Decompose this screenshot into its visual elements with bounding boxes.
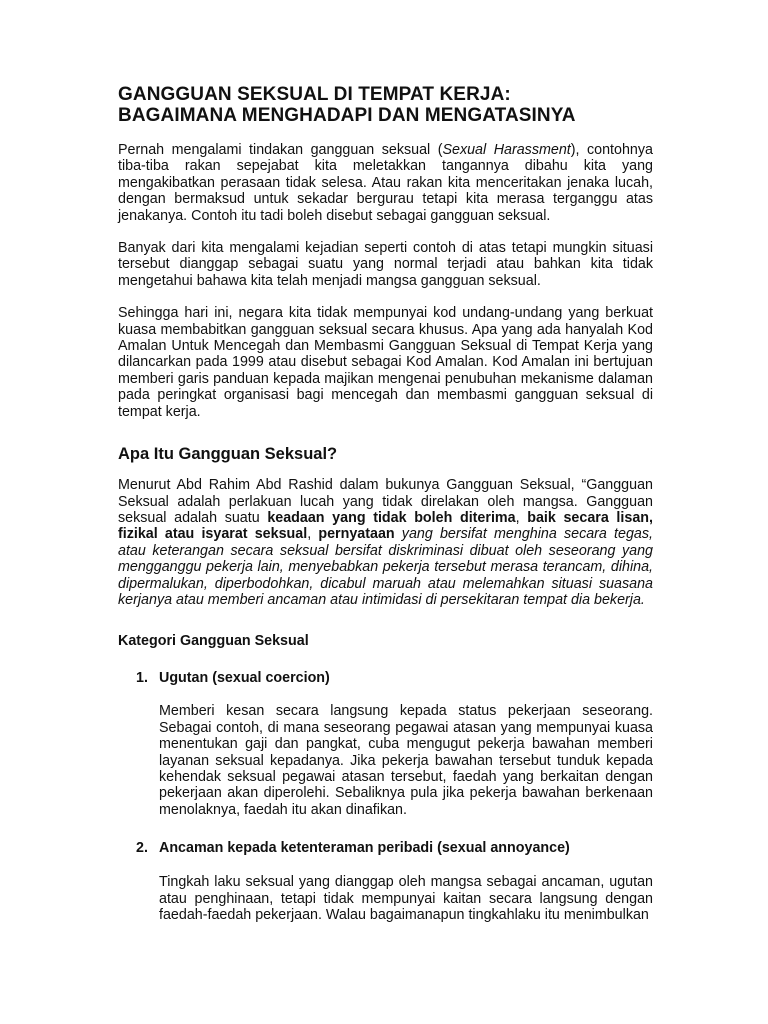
list-item-heading <box>118 670 653 687</box>
list-item-number: 2. <box>136 840 148 857</box>
list-item-title: Ugutan (sexual coercion) <box>159 670 330 687</box>
title-line-2: BAGAIMANA MENGHADAPI DAN MENGATASINYA <box>118 105 576 126</box>
list-item <box>118 670 653 818</box>
definition-bold-2: baik secara lisan, fizikal atau isyarat seksual <box>118 509 653 543</box>
list-item-body: Tingkah laku seksual yang dianggap oleh mangsa sebagai ancaman, ugutan atau penghinaan, tetapi tidak mempunyai kaitan secara langsung dengan faedah-faedah pekerjaan. Walau bagaimanapun tingkahlaku itu menimbulkan <box>159 874 653 923</box>
paragraph-intro-text-a: Pernah mengalami tindakan gangguan seksual ( <box>118 142 443 158</box>
definition-comma-2: , <box>307 526 319 543</box>
paragraph-experience: Banyak dari kita mengalami kejadian seperti contoh di atas tetapi mungkin situasi tersebut dianggap sebagai suatu yang normal terjadi atau bahkan kita tidak mengetahui bahawa kita telah menjadi mangsa gangguan seksual. <box>118 240 653 289</box>
list-item-body: Memberi kesan secara langsung kepada status pekerjaan seseorang. Sebagai contoh, di mana seseorang pegawai atasan yang mempunyai kuasa menentukan gaji dan pangkat, cuba mengugut pekerja bawahan memberi layanan seksual kepadanya. Jika pekerja bawahan tersebut tunduk kepada kehendak seksual pegawai atasan tersebut, faedah yang berkaitan dengan pekerjaan akan diperolehi. Sebaliknya pula jika pekerja bawahan berkenaan menolaknya, faedah itu akan dinafikan. <box>159 703 653 818</box>
list-item-number: 1. <box>136 670 148 687</box>
heading-category: Kategori Gangguan Seksual <box>118 633 309 650</box>
list-item-title: Ancaman kepada ketenteraman peribadi (sexual annoyance) <box>159 840 570 857</box>
list-item-heading <box>118 840 653 857</box>
paragraph-law: Sehingga hari ini, negara kita tidak mempunyai kod undang-undang yang berkuat kuasa membabitkan gangguan seksual secara khusus. Apa yang ada hanyalah Kod Amalan Untuk Mencegah dan Membasmi Gangguan Seksual di Tempat Kerja yang dilancarkan pada 1999 atau disebut sebagai Kod Amalan. Kod Amalan ini bertujuan memberi garis panduan kepada majikan mengenai penubuhan mekanisme dalaman pada peringkat organisasi bagi mencegah dan membasmi gangguan seksual di tempat kerja. <box>118 305 653 420</box>
definition-comma-1: , <box>515 509 528 526</box>
paragraph-intro-text-b: ), contohnya tiba-tiba rakan sepejabat kita meletakkan tangannya dibahu kita yang mengakibatkan perasaan tidak selesa. Atau rakan kita menceritakan jenaka lucah, dengan bermaksud untuk sekadar bergurau tetapi kita merasa terganggu atas jenakanya. Contoh itu tadi boleh disebut sebagai gangguan seksual. <box>118 142 653 224</box>
term-sexual-harassment: Sexual Harassment <box>442 142 571 158</box>
document-title <box>118 84 653 126</box>
list-item <box>118 840 653 923</box>
paragraph-definition <box>118 477 653 608</box>
definition-bold-1: keadaan yang tidak boleh diterima <box>267 509 516 526</box>
definition-bold-3: pernyataan <box>318 526 395 543</box>
definition-text-a: Menurut Abd Rahim Abd Rashid dalam bukunya Gangguan Seksual, “Gangguan Seksual adalah perlakuan lucah yang tidak direlakan oleh mangsa. Gangguan seksual adalah suatu <box>118 477 653 526</box>
definition-italic: yang bersifat menghina secara tegas, atau keterangan secara seksual bersifat diskriminasi dibuat oleh seseorang yang mengganggu pekerja lain, menyebabkan pekerja tersebut merasa terancam, dihina, dipermalukan, diperbodohkan, dicabul maruah atau melemahkan situasi suasana kerjanya atau memberi ancaman atau intimidasi di persekitaran tempat dia bekerja. <box>118 526 653 608</box>
title-line-1: GANGGUAN SEKSUAL DI TEMPAT KERJA: <box>118 84 511 105</box>
heading-what-is: Apa Itu Gangguan Seksual? <box>118 445 338 464</box>
paragraph-intro <box>118 142 653 224</box>
